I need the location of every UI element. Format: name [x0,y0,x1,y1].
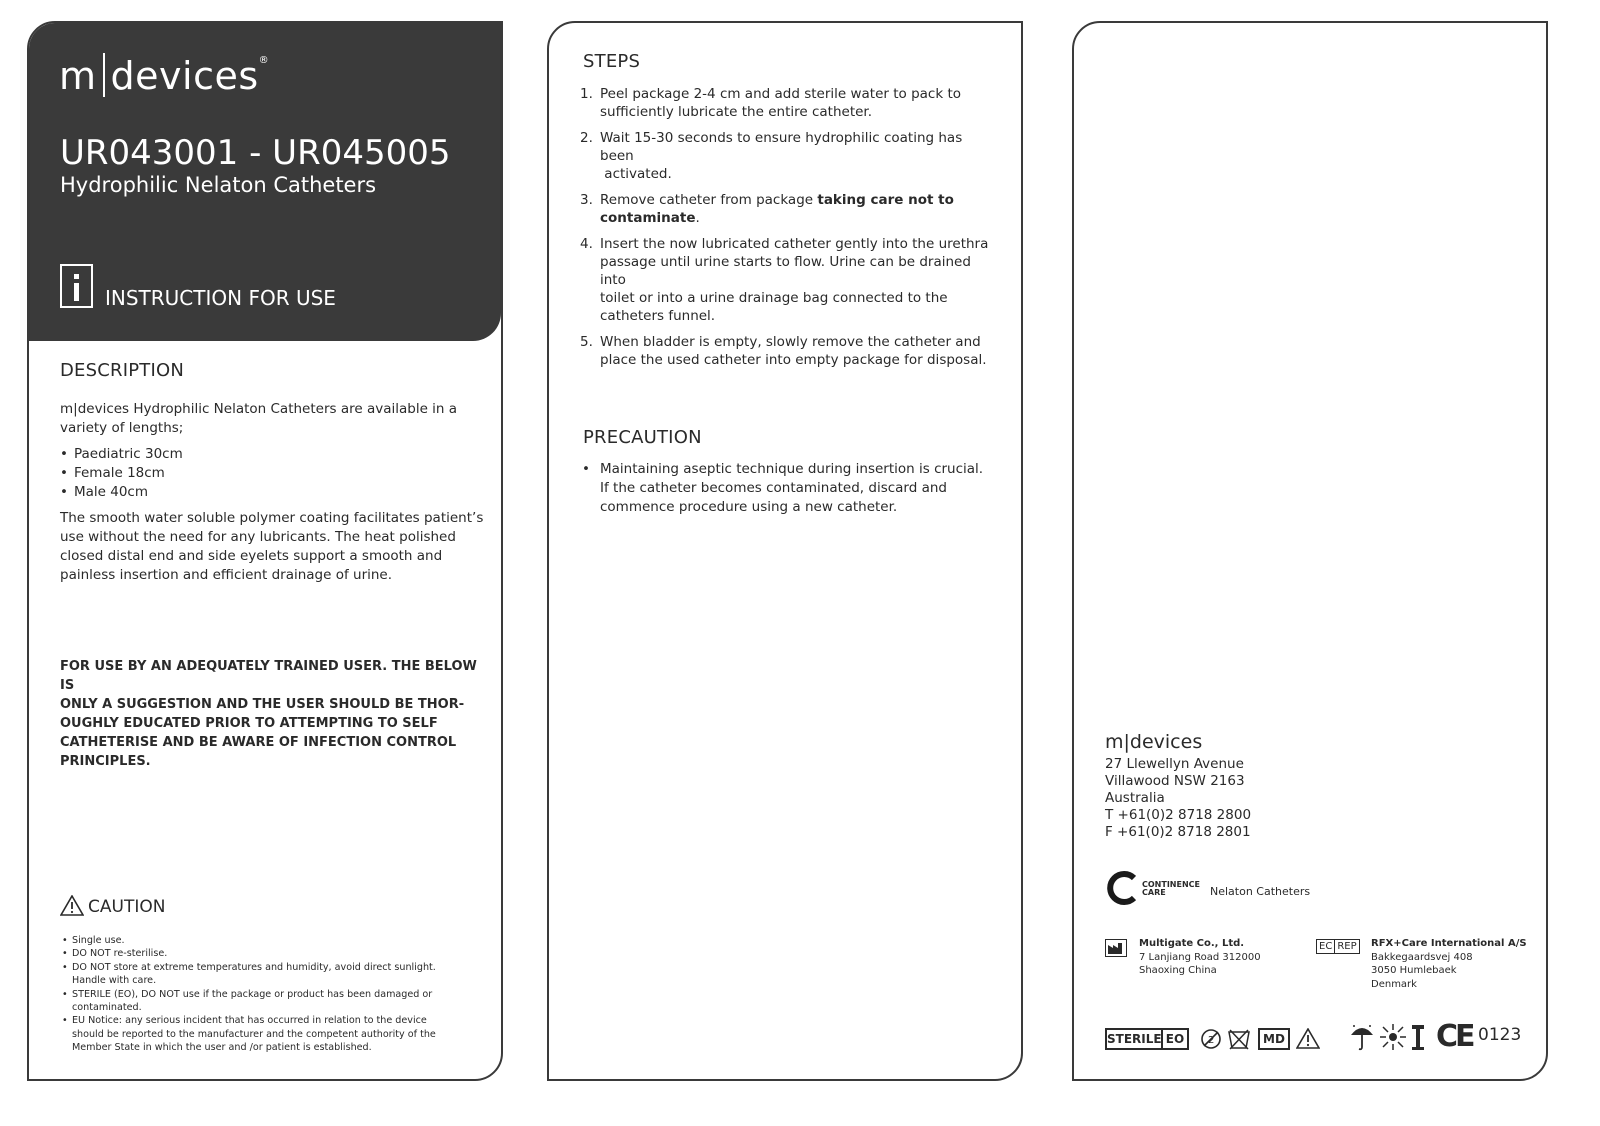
do-not-reuse-icon [1200,1028,1222,1050]
company-name: m|devices [1105,731,1203,753]
cc-product-name: Nelaton Catheters [1210,885,1311,898]
product-code: UR043001 - UR045005 [60,133,451,173]
info-icon [60,264,93,308]
manufacturer-info: Multigate Co., Ltd. 7 Lanjiang Road 312000 Shaoxing China [1139,938,1261,976]
ifu-label: INSTRUCTION FOR USE [105,286,336,310]
description-body: The smooth water soluble polymer coating facilitates patient’s use without the need for any lubricants. The heat polished closed distal end and side eyelets support a smooth and painless insertion and efficient drainage of urine. [60,510,484,583]
list-item: • Single use. [60,934,455,947]
continence-care-label: CONTINENCE CARE [1142,880,1200,897]
left-panel [27,21,503,1081]
precaution-heading: PRECAUTION [583,427,702,448]
length-list [60,445,183,502]
middle-panel [547,21,1023,1081]
warning-triangle-icon [1296,1028,1320,1049]
company-address: 27 Llewellyn Avenue Villawood NSW 2163 Australia T +61(0)2 8718 2800 F +61(0)2 8718 2801 [1105,756,1252,840]
list-item: 1. Peel package 2-4 cm and add sterile water to pack to sufficiently lubricate the entire catheter. [580,86,961,120]
precaution-list [580,460,990,517]
temperature-limit-icon [1411,1023,1425,1051]
description-intro: m|devices Hydrophilic Nelaton Catheters are available in a variety of lengths; [60,401,458,436]
right-panel [1072,21,1548,1081]
caution-list [60,934,455,1055]
md-label: MD [1258,1028,1290,1050]
list-item: • Maintaining aseptic technique during insertion is crucial. If the catheter becomes contaminated, discard and commence procedure using a new catheter. [580,460,990,517]
list-item: • STERILE (EO), DO NOT use if the package or product has been damaged or contaminated. [60,988,455,1015]
list-item: • Male 40cm [60,483,183,502]
notified-body-number: 0123 [1478,1025,1522,1045]
title-header [29,23,501,341]
steps-list [580,85,995,377]
eo-label: EO [1161,1028,1189,1050]
mdevices-logo: m devices® [59,54,270,98]
list-item: • DO NOT store at extreme temperatures and humidity, avoid direct sunlight. Handle with care. [60,961,455,988]
steps-heading: STEPS [583,51,641,72]
keep-away-sunlight-icon [1379,1023,1407,1051]
list-item: • EU Notice: any serious incident that has occurred in relation to the device should be reported to the manufacturer and the competent authority of the Member State in which the user and /or patient is established. [60,1014,455,1054]
ec-rep-symbol: EC REP [1316,939,1360,954]
ec-rep-info: RFX+Care International A/S Bakkegaardsvej 408 3050 Humlebaek Denmark [1371,938,1527,990]
list-item: 5. When bladder is empty, slowly remove the catheter and place the used catheter into empty package for disposal. [580,334,987,368]
list-item: • Paediatric 30cm [60,445,183,464]
keep-dry-umbrella-icon [1349,1023,1375,1051]
do-not-resterilise-icon [1227,1028,1251,1050]
continence-care-logo-icon [1105,871,1139,905]
manufacturer-factory-icon [1105,939,1127,957]
caution-triangle-icon [60,895,84,916]
description-heading: DESCRIPTION [60,360,185,381]
sterile-label: STERILE [1105,1028,1163,1050]
product-name: Hydrophilic Nelaton Catheters [60,173,377,197]
list-item: 4. Insert the now lubricated catheter gently into the urethra passage until urine starts to flow. Urine can be drained into toilet or into a urine drainage bag connected to the catheters funnel. [580,236,989,324]
training-warning: FOR USE BY AN ADEQUATELY TRAINED USER. THE BELOW IS ONLY A SUGGESTION AND THE USER SHOULD BE THOR- OUGHLY EDUCATED PRIOR TO ATTEMPTING TO SELF CATHETERISE AND BE AWARE OF INFECTION CONTROL PRINCIPLES. [60,659,477,769]
ce-mark: CE [1436,1019,1473,1054]
svg-text:2: 2 [1208,1035,1215,1046]
list-item: 2. Wait 15-30 seconds to ensure hydrophilic coating has been activated. [580,130,963,182]
list-item: • Female 18cm [60,464,183,483]
caution-heading: CAUTION [60,895,165,917]
list-item: • DO NOT re-sterilise. [60,947,455,960]
list-item: 3. Remove catheter from package taking care not to contaminate. [580,192,954,226]
